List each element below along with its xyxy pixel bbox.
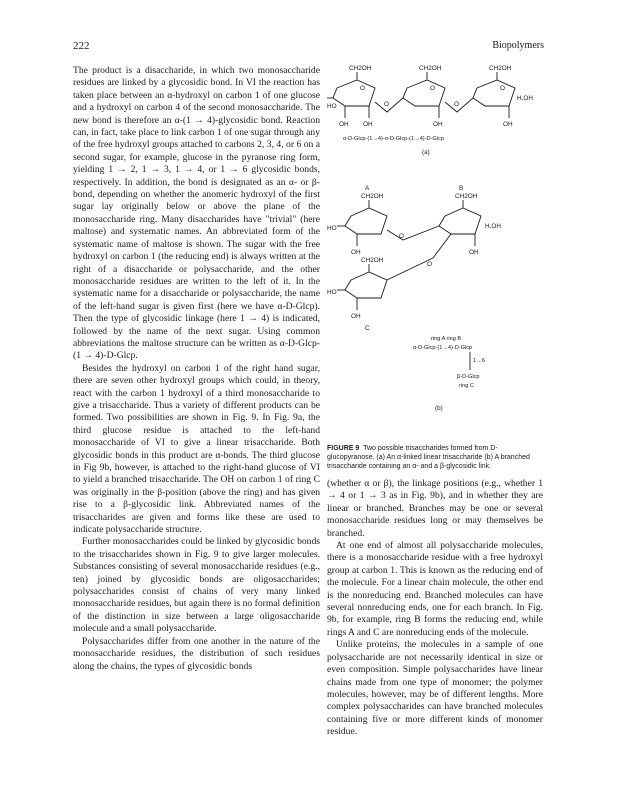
paragraph: Further monosaccharides could be linked by glycosidic bonds to the trisaccharides shown in Fig. 9 to give larger molecules. Substances consisting of several monosaccharide residues (e.g., ten) joined by glycosidic bonds are oligosaccharides; polysaccharides consist of chains of very many linked monosaccharide residues, but again there is no formal definition of the distinction in size between a large oligosaccharide molecule and a small polysaccharide. [73,536,320,635]
caption-label: FIGURE 9 [327,445,360,452]
caption-text: Two possible trisaccharides formed from D-glucopyranose. (a) An α-linked linear trisaccharide (b) A branched trisaccharide containing an α- and a β-glycosidic link. [327,445,530,470]
bridge-oxygen-label: O [399,233,404,240]
branch-name: β-D-Glcp [457,374,480,380]
paragraph: Besides the hydroxyl on carbon 1 of the right hand sugar, there are seven other hydroxyl groups which could, in theory, react with the carbon 1 hydroxyl of a third monosaccharide to give a trisaccharide. Thus a variety of different products can be formed. Two possibilities are shown in Fig. 9. In Fig. 9a, the third glucose residue is attached to the left-hand monosaccharide of VI to give a linear trisaccharide. Both glycosidic bonds in this product are α-bonds. The third glucose in Fig 9b, however, is attached to the right-hand glucose of VI to yield a branched trisaccharide. The OH on carbon 1 of ring C was originally in the β-position (above the ring) and has given rise to a β-glycosidic link. Abbreviated names of the trisaccharides are given and forms like these are used to indicate polysaccharide structure. [73,362,320,536]
ring-label-b: B [459,185,464,192]
panel-b-ring-c [345,264,387,298]
oh-label: OH [503,121,513,128]
bridge-oxygen-label: O [384,101,389,108]
h-oh-label: H,OH [517,95,533,102]
oh-label: OH [433,121,443,128]
ring-label-a: A [365,185,370,192]
panel-a-ring-1 [333,72,375,106]
chain-header: ring A ring B [431,336,462,342]
bridge-oxygen-label: O [454,101,459,108]
ring-oxygen-label: O [500,85,505,92]
paragraph: At one end of almost all polysaccharide molecules, there is a monosaccharide residue with a free hydroxyl group at carbon 1. This is known as the reducing end of the molecule. For a linear chain molecule, the other end is the nonreducing end. Branched molecules can have several nonreducing ends, one for each branch. In Fig. 9b, for example, ring B forms the reducing end, while rings A and C are nonreducing ends of the molecule. [327,540,543,638]
ch2oh-label: CH2OH [361,257,384,264]
trisaccharide-diagram [327,58,545,448]
branch-link: 1→6 [473,358,485,364]
ch2oh-label: CH2OH [419,65,442,72]
panel-b-label: (b) [435,405,443,412]
chain-name: α-D-Glcp-(1→4)-D-Glcp [413,345,473,351]
paragraph: (whether α or β), the linkage positions (e.g., whether 1 → 4 or 1 → 3 as in Fig. 9b), and in whether they are linear or branched. Branches may be one or several monosaccharide residues long or may themselves be branched. [327,478,543,539]
ch2oh-label: CH2OH [361,193,384,200]
figure-9 [327,58,545,448]
ring-label-c: C [365,325,370,332]
panel-a-ring-2 [403,72,445,106]
oh-label: OH [339,121,349,128]
ch2oh-label: CH2OH [489,65,512,72]
oh-label: OH [469,249,479,256]
panel-a-label: (a) [422,149,430,156]
panel-b-ring-a [345,200,387,234]
paragraph: Unlike proteins, the molecules in a sample of one polysaccharide are not necessarily identical in size or even composition. Simple polysaccharides have linear chains made from one type of monomer; the polymer molecules, however, may be of different lengths. More complex polysaccharides can have branched molecules containing five or more different kinds of monomer residue. [327,639,543,738]
ch2oh-label: CH2OH [455,193,478,200]
ch2oh-label: CH2OH [349,65,372,72]
ho-label: HO [327,225,337,232]
panel-a-ring-3 [473,72,515,106]
oh-label: OH [363,121,373,128]
panel-b-ring-b [439,200,481,234]
paragraph: The product is a disaccharide, in which two monosaccharide residues are linked by a glycosidic bond. In VI the reaction has taken place between an α-hydroxyl on carbon 1 of one glucose and a hydroxyl on carbon 4 of the second monosaccharide. The new bond is therefore an α-(1 → 4)-glycosidic bond. Reaction can, in fact, take place to link carbon 1 of one sugar through any of the free hydroxyl groups attached to carbons 2, 3, 4, or 6 on a second sugar, for example, glucose in the pyranose ring form, yielding 1 → 2, 1 → 3, 1 → 4, or 1 → 6 glycosidic bonds, respectively. In addition, the bond is designated as an α- or β-bond, depending on whether the anomeric hydroxyl of the first sugar lay originally below or above the plane of the monosaccharide ring. Many disaccharides have "trivial" (here maltose) and systematic names. An abbreviated form of the systematic name of maltose is shown. The sugar with the free hydroxyl on carbon 1 (the reducing end) is always written at the right of a disaccharide or polysaccharide, and the other monosaccharide residues are written to the left of it. In the systematic name for a disaccharide or polysaccharide, the name of the left-hand sugar is given first (here we have α-D-Glcp). Then the type of glycosidic linkage (here 1 → 4) is indicated, followed by the name of the next sugar. Using common abbreviations the maltose structure can be written as α-D-Glcp-(1 → 4)-D-Glcp. [73,65,320,362]
right-column [327,478,543,739]
ring-oxygen-label: O [430,85,435,92]
left-column [73,65,320,673]
bridge-oxygen-label: O [427,261,432,268]
oh-label: OH [351,313,361,320]
ho-label: HO [327,289,337,296]
ho-label: HO [327,103,337,110]
page-number: 222 [73,40,90,52]
ring-oxygen-label: O [360,85,365,92]
panel-a-name: α-D-Glcp-(1→4)-α-D-Glcp-(1→4)-D-Glcp [343,136,444,142]
figure-caption [327,444,545,471]
oh-label: OH [351,249,361,256]
branch-ring: ring C [459,383,474,389]
paragraph: Polysaccharides differ from one another in the nature of the monosaccharide residues, the distribution of such residues along the chains, the types of glycosidic bonds [73,635,320,672]
running-head: Biopolymers [492,40,544,51]
h-oh-label: H,OH [485,223,501,230]
